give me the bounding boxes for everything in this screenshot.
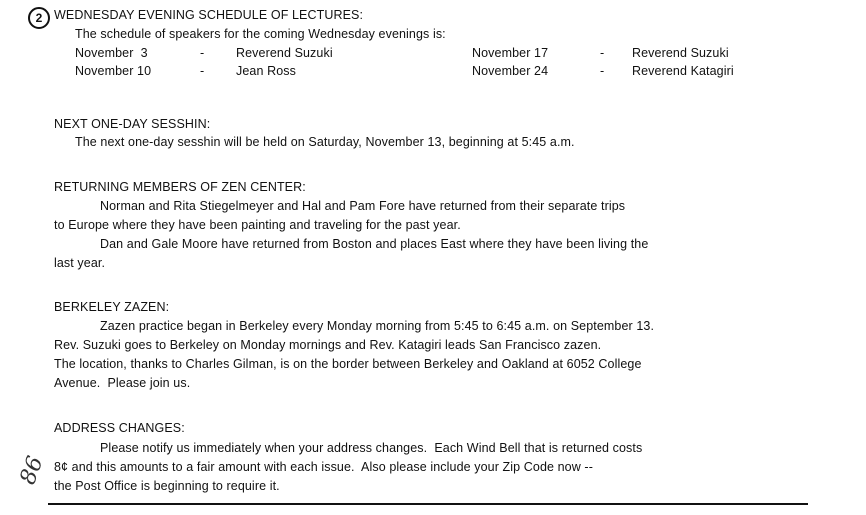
schedule-date-3: November 17 (472, 46, 549, 60)
berkeley-line-2: Rev. Suzuki goes to Berkeley on Monday mornings and Rev. Katagiri leads San Francisco zazen. (54, 338, 602, 352)
schedule-speaker-4: Reverend Katagiri (632, 64, 734, 78)
address-line-2: 8¢ and this amounts to a fair amount with each issue. Also please include your Zip Code now -- (54, 460, 593, 474)
schedule-heading: WEDNESDAY EVENING SCHEDULE OF LECTURES: (54, 8, 364, 22)
berkeley-heading: BERKELEY ZAZEN: (54, 300, 170, 314)
schedule-speaker-1: Reverend Suzuki (236, 46, 333, 60)
berkeley-line-1: Zazen practice began in Berkeley every Monday morning from 5:45 to 6:45 a.m. on September 13. (100, 319, 655, 333)
schedule-dash-3: - (600, 46, 605, 60)
schedule-date-4: November 24 (472, 64, 549, 78)
address-line-3: the Post Office is beginning to require it. (54, 479, 280, 493)
sesshin-heading: NEXT ONE-DAY SESSHIN: (54, 117, 211, 131)
returning-line-4: last year. (54, 256, 106, 270)
schedule-dash-1: - (200, 46, 205, 60)
schedule-dash-4: - (600, 64, 605, 78)
sesshin-text: The next one-day sesshin will be held on Saturday, November 13, beginning at 5:45 a.m. (75, 135, 575, 149)
schedule-speaker-3: Reverend Suzuki (632, 46, 729, 60)
returning-line-3: Dan and Gale Moore have returned from Boston and places East where they have been living the (100, 237, 649, 251)
address-line-1: Please notify us immediately when your address changes. Each Wind Bell that is returned costs (100, 441, 643, 455)
schedule-intro: The schedule of speakers for the coming Wednesday evenings is: (75, 27, 446, 41)
returning-line-1: Norman and Rita Stiegelmeyer and Hal and Pam Fore have returned from their separate trips (100, 199, 626, 213)
schedule-date-2: November 10 (75, 64, 152, 78)
returning-heading: RETURNING MEMBERS OF ZEN CENTER: (54, 180, 306, 194)
handwritten-margin-note: 86 (15, 453, 49, 488)
schedule-date-1: November 3 (75, 46, 148, 60)
schedule-dash-2: - (200, 64, 205, 78)
address-heading: ADDRESS CHANGES: (54, 421, 185, 435)
bottom-rule (48, 503, 808, 505)
section-number-badge: 2 (28, 7, 50, 29)
returning-line-2: to Europe where they have been painting and traveling for the past year. (54, 218, 461, 232)
berkeley-line-3: The location, thanks to Charles Gilman, is on the border between Berkeley and Oakland at 6052 College (54, 357, 642, 371)
schedule-speaker-2: Jean Ross (236, 64, 296, 78)
berkeley-line-4: Avenue. Please join us. (54, 376, 191, 390)
